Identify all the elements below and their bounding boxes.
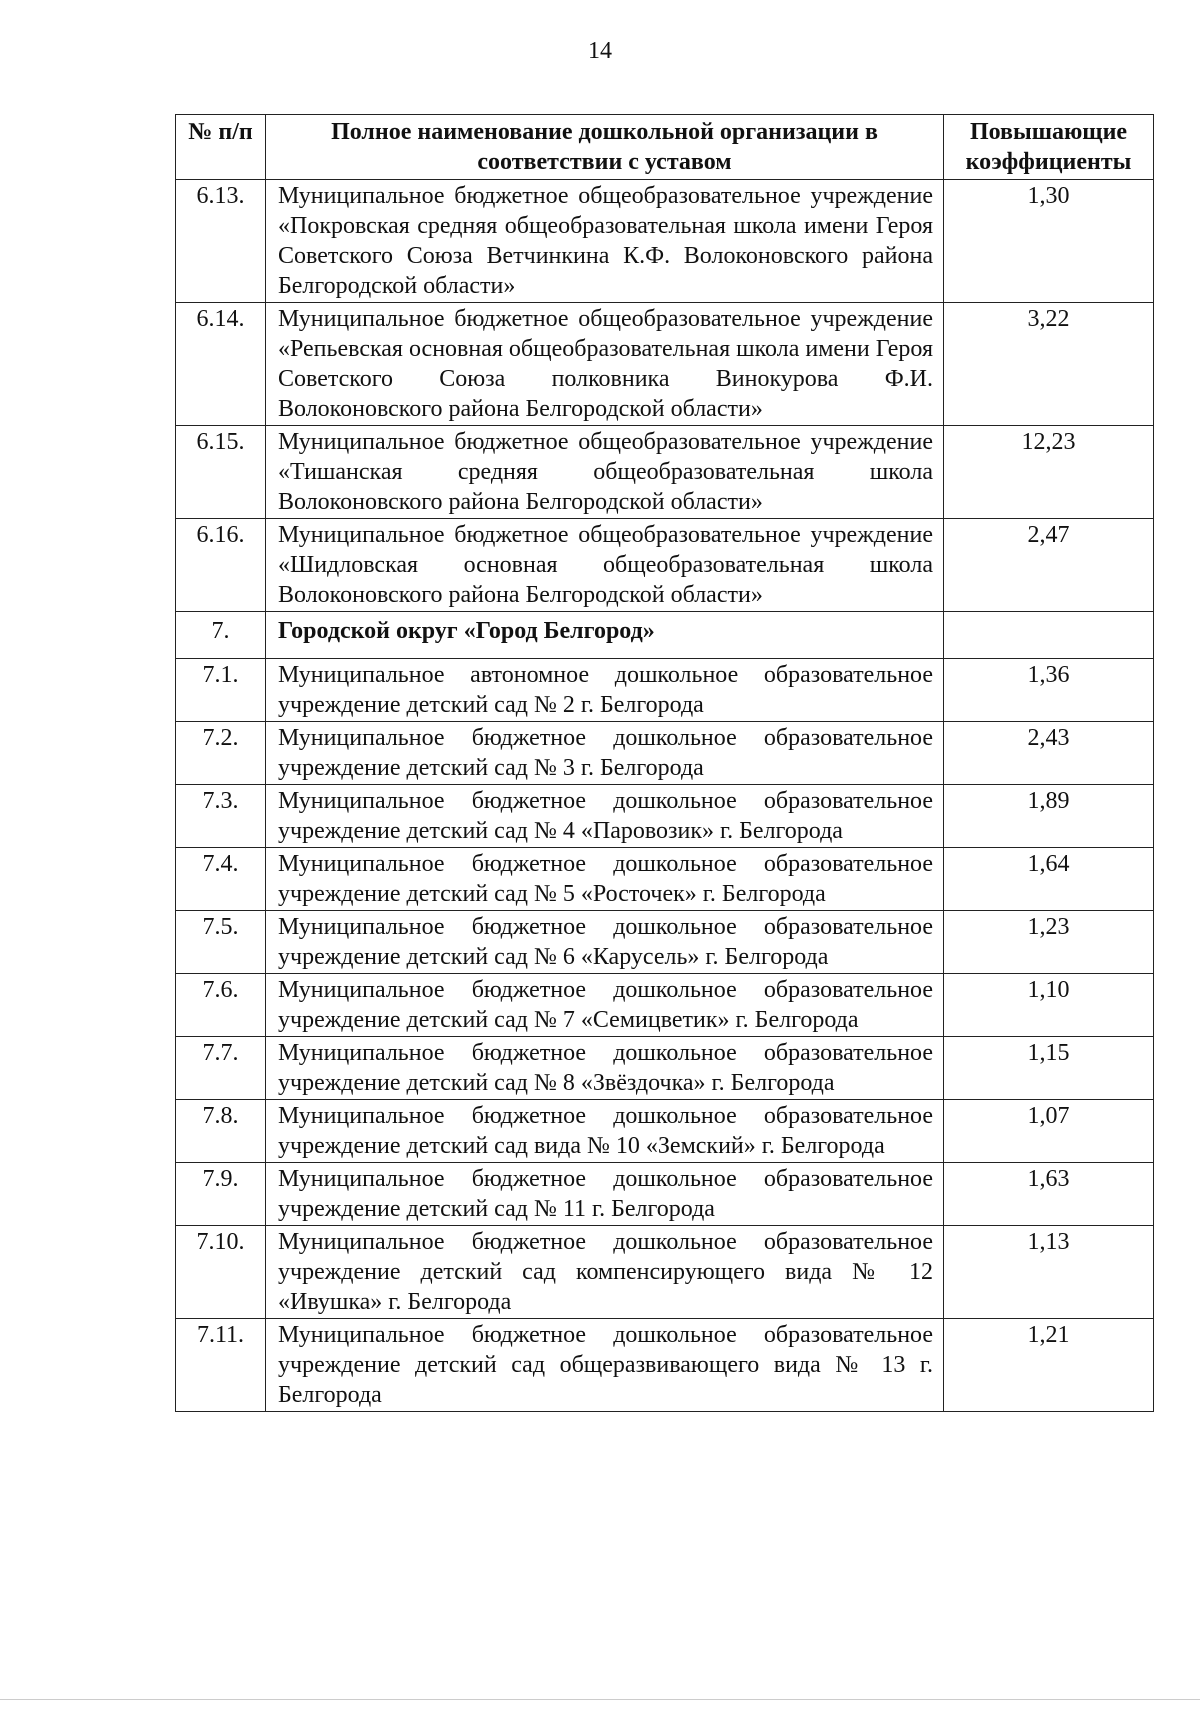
- table-row: [176, 1226, 1154, 1319]
- table-row: [176, 785, 1154, 848]
- table-header-row: [176, 115, 1154, 180]
- organization-name: Муниципальное бюджетное общеобразовательное учреждение «Тишанская средняя общеобразовательная школа Волоконовского района Белгородской области»: [266, 426, 944, 519]
- row-number: 7.6.: [176, 974, 266, 1037]
- organization-name: Муниципальное бюджетное общеобразовательное учреждение «Покровская средняя общеобразовательная школа имени Героя Советского Союза Ветчинкина К.Ф. Волоконовского района Белгородской области»: [266, 180, 944, 303]
- coefficient-value: 2,43: [944, 722, 1154, 785]
- table-row: [176, 722, 1154, 785]
- row-number: 7.7.: [176, 1037, 266, 1100]
- coefficient-value: 2,47: [944, 519, 1154, 612]
- coefficient-value: 1,21: [944, 1319, 1154, 1412]
- coefficients-table: [175, 114, 1154, 1412]
- organization-name: Муниципальное бюджетное дошкольное образовательное учреждение детский сад компенсирующего вида № 12 «Ивушка» г. Белгорода: [266, 1226, 944, 1319]
- organization-name: Муниципальное бюджетное дошкольное образовательное учреждение детский сад № 8 «Звёздочка» г. Белгорода: [266, 1037, 944, 1100]
- header-organization-name: Полное наименование дошкольной организации в соответствии с уставом: [266, 115, 944, 180]
- row-number: 7.4.: [176, 848, 266, 911]
- row-number: 7.9.: [176, 1163, 266, 1226]
- coefficient-value: 12,23: [944, 426, 1154, 519]
- organization-name: Муниципальное бюджетное дошкольное образовательное учреждение детский сад № 3 г. Белгорода: [266, 722, 944, 785]
- coefficient-value: 1,64: [944, 848, 1154, 911]
- table-row: [176, 1037, 1154, 1100]
- table-row: [176, 180, 1154, 303]
- row-number: 7.5.: [176, 911, 266, 974]
- coefficient-value: 1,30: [944, 180, 1154, 303]
- organization-name: Муниципальное бюджетное общеобразовательное учреждение «Шидловская основная общеобразовательная школа Волоконовского района Белгородской области»: [266, 519, 944, 612]
- row-number: 6.14.: [176, 303, 266, 426]
- organization-name: Муниципальное бюджетное дошкольное образовательное учреждение детский сад № 11 г. Белгорода: [266, 1163, 944, 1226]
- coefficient-value: 1,23: [944, 911, 1154, 974]
- row-number: 7.2.: [176, 722, 266, 785]
- table-row: [176, 911, 1154, 974]
- section-row: [176, 612, 1154, 659]
- coefficient-value: 1,13: [944, 1226, 1154, 1319]
- organization-name: Муниципальное бюджетное дошкольное образовательное учреждение детский сад № 5 «Росточек» г. Белгорода: [266, 848, 944, 911]
- coefficient-value: 1,89: [944, 785, 1154, 848]
- row-number: 7.: [176, 612, 266, 659]
- row-number: 7.1.: [176, 659, 266, 722]
- section-title: Городской округ «Город Белгород»: [266, 612, 944, 659]
- row-number: 7.8.: [176, 1100, 266, 1163]
- table-row: [176, 848, 1154, 911]
- page-number: 14: [588, 38, 612, 64]
- row-number: 7.11.: [176, 1319, 266, 1412]
- organization-name: Муниципальное бюджетное дошкольное образовательное учреждение детский сад № 7 «Семицветик» г. Белгорода: [266, 974, 944, 1037]
- table-row: [176, 519, 1154, 612]
- coefficient-value: 1,36: [944, 659, 1154, 722]
- organization-name: Муниципальное бюджетное общеобразовательное учреждение «Репьевская основная общеобразовательная школа имени Героя Советского Союза полковника Винокурова Ф.И. Волоконовского района Белгородской области»: [266, 303, 944, 426]
- organization-name: Муниципальное бюджетное дошкольное образовательное учреждение детский сад № 4 «Паровозик» г. Белгорода: [266, 785, 944, 848]
- table-body: [176, 180, 1154, 1412]
- table-row: [176, 426, 1154, 519]
- header-coefficients: Повышающие коэффициенты: [944, 115, 1154, 180]
- coefficient-value: 1,15: [944, 1037, 1154, 1100]
- header-number: № п/п: [176, 115, 266, 180]
- coefficient-value: 1,07: [944, 1100, 1154, 1163]
- organization-name: Муниципальное бюджетное дошкольное образовательное учреждение детский сад вида № 10 «Земский» г. Белгорода: [266, 1100, 944, 1163]
- row-number: 6.15.: [176, 426, 266, 519]
- organization-name: Муниципальное автономное дошкольное образовательное учреждение детский сад № 2 г. Белгорода: [266, 659, 944, 722]
- coefficient-value: 1,10: [944, 974, 1154, 1037]
- coefficient-value: [944, 612, 1154, 659]
- row-number: 6.13.: [176, 180, 266, 303]
- table-row: [176, 974, 1154, 1037]
- scan-edge-line: [0, 1699, 1200, 1700]
- table-row: [176, 659, 1154, 722]
- table-row: [176, 1319, 1154, 1412]
- coefficient-value: 3,22: [944, 303, 1154, 426]
- row-number: 7.10.: [176, 1226, 266, 1319]
- table-row: [176, 303, 1154, 426]
- row-number: 7.3.: [176, 785, 266, 848]
- table-row: [176, 1100, 1154, 1163]
- coefficient-value: 1,63: [944, 1163, 1154, 1226]
- organization-name: Муниципальное бюджетное дошкольное образовательное учреждение детский сад № 6 «Карусель» г. Белгорода: [266, 911, 944, 974]
- row-number: 6.16.: [176, 519, 266, 612]
- organization-name: Муниципальное бюджетное дошкольное образовательное учреждение детский сад общеразвивающего вида № 13 г. Белгорода: [266, 1319, 944, 1412]
- table-row: [176, 1163, 1154, 1226]
